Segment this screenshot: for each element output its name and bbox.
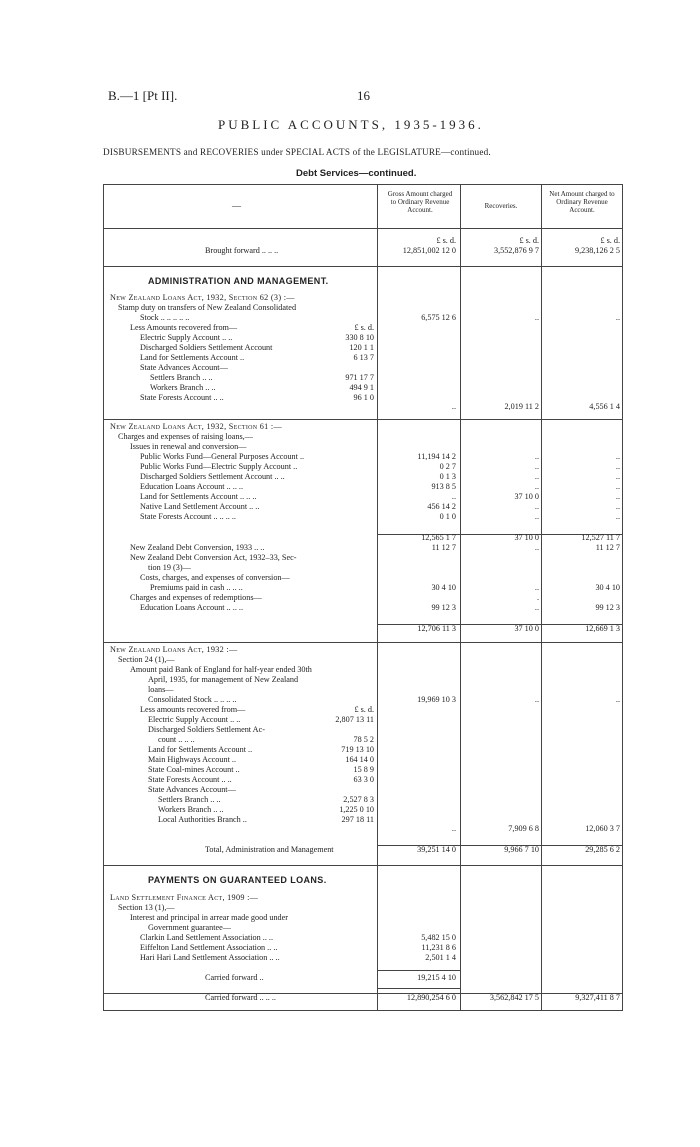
col-divider bbox=[103, 184, 104, 1011]
sub-amount: 1,225 0 10 bbox=[339, 805, 374, 814]
recoveries-amount: 3,562,842 17 5 bbox=[489, 993, 539, 1002]
gross-amount: 0 1 0 bbox=[439, 512, 456, 521]
row-label: loans— bbox=[148, 685, 174, 694]
gross-amount: .. bbox=[451, 402, 456, 411]
gross-amount: 99 12 3 bbox=[431, 603, 456, 612]
row-label: New Zealand Debt Conversion, 1933 .. .. bbox=[130, 543, 265, 552]
recoveries-amount: . bbox=[536, 593, 539, 602]
table-header-divider bbox=[103, 228, 622, 229]
page-subtitle: DISBURSEMENTS and RECOVERIES under SPECIAL ACTS of the LEGISLATURE—continued. bbox=[103, 147, 491, 157]
gross-amount: 11 12 7 bbox=[431, 543, 456, 552]
table-section-divider bbox=[103, 419, 622, 420]
gross-amount: 5,482 15 0 bbox=[421, 933, 456, 942]
row-label: Less Amounts recovered from— bbox=[130, 323, 238, 332]
gross-amount: 19,969 10 3 bbox=[417, 695, 456, 704]
lsd-header: £ s. d. bbox=[519, 236, 539, 245]
row-label: State Coal-mines Account .. bbox=[148, 765, 240, 774]
gross-amount: 30 4 10 bbox=[431, 583, 456, 592]
col-recoveries-header: Recoveries. bbox=[484, 202, 518, 210]
recoveries-amount: .. bbox=[534, 482, 539, 491]
row-label: Stock .. .. .. .. .. bbox=[140, 313, 190, 322]
net-amount: .. bbox=[615, 502, 620, 511]
sub-amount: 297 18 11 bbox=[341, 815, 374, 824]
net-amount: .. bbox=[615, 472, 620, 481]
row-label: Premiums paid in cash .. .. .. bbox=[150, 583, 243, 592]
row-label: Discharged Soldiers Settlement Account .. .. bbox=[140, 472, 285, 481]
sub-amount: 6 13 7 bbox=[353, 353, 374, 362]
net-amount: .. bbox=[615, 512, 620, 521]
recoveries-amount: .. bbox=[534, 502, 539, 511]
net-amount: 11 12 7 bbox=[595, 543, 620, 552]
column-dash: — bbox=[232, 201, 241, 211]
net-amount: .. bbox=[615, 482, 620, 491]
row-label: Costs, charges, and expenses of conversion— bbox=[140, 573, 290, 582]
row-label: Section 13 (1),— bbox=[118, 903, 175, 912]
row-label: Public Works Fund—Electric Supply Account .. bbox=[140, 462, 298, 471]
recoveries-amount: 3,552,876 9 7 bbox=[493, 246, 539, 255]
net-amount: 12,527 11 7 bbox=[581, 533, 620, 542]
net-amount: 30 4 10 bbox=[595, 583, 620, 592]
row-label: Hari Hari Land Settlement Association .. .. bbox=[140, 953, 280, 962]
row-label: Electric Supply Account .. .. bbox=[140, 333, 233, 342]
row-label: PAYMENTS ON GUARANTEED LOANS. bbox=[148, 875, 327, 885]
table-bottom-border bbox=[103, 1010, 622, 1011]
row-label: Brought forward .. .. .. bbox=[205, 246, 279, 255]
row-label: Issues in renewal and conversion— bbox=[130, 442, 247, 451]
sub-amount: 164 14 0 bbox=[345, 755, 374, 764]
row-label: Electric Supply Account .. .. bbox=[148, 715, 241, 724]
gross-amount: 2,501 1 4 bbox=[425, 953, 456, 962]
gross-amount: 39,251 14 0 bbox=[417, 845, 456, 854]
row-label: New Zealand Loans Act, 1932 :— bbox=[110, 645, 238, 654]
table-section-divider bbox=[103, 266, 622, 267]
sub-amount: 971 17 7 bbox=[345, 373, 374, 382]
recoveries-amount: 37 10 0 bbox=[514, 492, 539, 501]
row-label: State Forests Account .. .. .. .. bbox=[140, 512, 236, 521]
recoveries-amount: 37 10 0 bbox=[514, 624, 539, 633]
gross-amount: 11,194 14 2 bbox=[417, 452, 456, 461]
row-label: Local Authorities Branch .. bbox=[158, 815, 247, 824]
table-section-divider bbox=[103, 865, 622, 866]
row-label: Land for Settlements Account .. bbox=[140, 353, 245, 362]
row-label: Workers Branch .. .. bbox=[158, 805, 224, 814]
net-amount: .. bbox=[615, 462, 620, 471]
gross-amount: 6,575 12 6 bbox=[421, 313, 456, 322]
page-number: 16 bbox=[357, 88, 370, 103]
sub-amount: 494 9 1 bbox=[349, 383, 374, 392]
page-title: PUBLIC ACCOUNTS, 1935-1936. bbox=[218, 117, 484, 132]
row-label: Land Settlement Finance Act, 1909 :— bbox=[110, 893, 259, 902]
row-label: Less amounts recovered from— bbox=[140, 705, 246, 714]
row-label: Consolidated Stock .. .. .. .. bbox=[148, 695, 237, 704]
sub-amount: 2,807 13 11 bbox=[335, 715, 374, 724]
row-label: count .. .. .. bbox=[158, 735, 195, 744]
sub-amount: 719 13 10 bbox=[341, 745, 374, 754]
recoveries-amount: .. bbox=[534, 313, 539, 322]
col-divider bbox=[460, 184, 461, 1011]
row-label: New Zealand Loans Act, 1932, Section 62 (3) :— bbox=[110, 293, 295, 302]
row-label: Carried forward .. .. .. bbox=[205, 993, 276, 1002]
gross-amount: 19,215 4 10 bbox=[417, 973, 456, 982]
col-gross-header: Gross Amount charged to Ordinary Revenue Account. bbox=[387, 190, 453, 214]
recoveries-amount: .. bbox=[534, 603, 539, 612]
row-label: State Forests Account .. .. bbox=[140, 393, 224, 402]
row-label: Amount paid Bank of England for half-year ended 30th bbox=[130, 665, 312, 674]
lsd-header: £ s. d. bbox=[436, 236, 456, 245]
net-amount: 12,060 3 7 bbox=[585, 824, 620, 833]
sub-amount: £ s. d. bbox=[354, 323, 374, 332]
row-label: April, 1935, for management of New Zealand bbox=[148, 675, 299, 684]
net-amount: .. bbox=[615, 695, 620, 704]
row-label: Section 24 (1),— bbox=[118, 655, 175, 664]
sub-amount: 96 1 0 bbox=[353, 393, 374, 402]
row-label: New Zealand Loans Act, 1932, Section 61 :— bbox=[110, 422, 282, 431]
row-label: Charges and expenses of raising loans,— bbox=[118, 432, 253, 441]
recoveries-amount: 9,966 7 10 bbox=[504, 845, 539, 854]
recoveries-amount: .. bbox=[534, 462, 539, 471]
net-amount: .. bbox=[615, 492, 620, 501]
sub-amount: 15 8 9 bbox=[353, 765, 374, 774]
sub-amount: 330 8 10 bbox=[345, 333, 374, 342]
row-label: Settlers Branch .. .. bbox=[150, 373, 213, 382]
recoveries-amount: .. bbox=[534, 695, 539, 704]
gross-amount: 0 2 7 bbox=[439, 462, 456, 471]
row-label: Interest and principal in arrear made good under bbox=[130, 913, 288, 922]
row-label: Education Loans Account .. .. .. bbox=[140, 603, 244, 612]
col-divider bbox=[541, 184, 542, 1011]
section-heading: Debt Services—continued. bbox=[296, 168, 417, 179]
gross-amount: 12,851,002 12 0 bbox=[402, 246, 456, 255]
sub-amount: 63 3 0 bbox=[353, 775, 374, 784]
net-amount: .. bbox=[615, 313, 620, 322]
row-label: Total, Administration and Management bbox=[205, 845, 334, 854]
recoveries-amount: .. bbox=[534, 472, 539, 481]
row-label: Government guarantee— bbox=[148, 923, 231, 932]
net-amount: .. bbox=[615, 452, 620, 461]
row-label: Charges and expenses of redemptions— bbox=[130, 593, 262, 602]
net-amount: 4,556 1 4 bbox=[589, 402, 620, 411]
gross-amount: .. bbox=[451, 824, 456, 833]
net-amount: 12,669 1 3 bbox=[585, 624, 620, 633]
col-divider bbox=[622, 184, 623, 1011]
row-label: Land for Settlements Account .. bbox=[148, 745, 253, 754]
recoveries-amount: .. bbox=[534, 452, 539, 461]
recoveries-amount: .. bbox=[534, 583, 539, 592]
row-label: Land for Settlements Account .. .. .. bbox=[140, 492, 257, 501]
row-label: New Zealand Debt Conversion Act, 1932–33, Sec- bbox=[130, 553, 297, 562]
table-section-divider bbox=[103, 642, 622, 643]
lsd-header: £ s. d. bbox=[600, 236, 620, 245]
gross-amount: .. bbox=[451, 492, 456, 501]
gross-amount: 12,565 1 7 bbox=[421, 533, 456, 542]
net-amount: 9,327,411 8 7 bbox=[575, 993, 620, 1002]
col-divider bbox=[377, 184, 378, 1011]
row-label: Discharged Soldiers Settlement Ac- bbox=[148, 725, 265, 734]
sub-amount: 120 1 1 bbox=[349, 343, 374, 352]
subtotal-rule bbox=[377, 988, 460, 989]
row-label: Stamp duty on transfers of New Zealand Consolidated bbox=[118, 303, 297, 312]
row-label: Workers Branch .. .. bbox=[150, 383, 216, 392]
net-amount: 29,285 6 2 bbox=[585, 845, 620, 854]
recoveries-amount: 7,909 6 8 bbox=[508, 824, 539, 833]
gross-amount: 913 8 5 bbox=[431, 482, 456, 491]
row-label: ADMINISTRATION AND MANAGEMENT. bbox=[148, 276, 329, 286]
row-label: Native Land Settlement Account .. .. bbox=[140, 502, 260, 511]
gross-amount: 12,890,254 6 0 bbox=[406, 993, 456, 1002]
row-label: State Advances Account— bbox=[140, 363, 228, 372]
row-label: Carried forward .. bbox=[205, 973, 264, 982]
document-reference: B.—1 [Pt II]. bbox=[108, 88, 178, 103]
net-amount: 99 12 3 bbox=[595, 603, 620, 612]
gross-amount: 12,706 11 3 bbox=[417, 624, 456, 633]
recoveries-amount: 37 10 0 bbox=[514, 533, 539, 542]
row-label: tion 19 (3)— bbox=[148, 563, 191, 572]
recoveries-amount: .. bbox=[534, 512, 539, 521]
gross-amount: 456 14 2 bbox=[427, 502, 456, 511]
row-label: Clarkin Land Settlement Association .. .. bbox=[140, 933, 274, 942]
row-label: Main Highways Account .. bbox=[148, 755, 237, 764]
row-label: Eiffelton Land Settlement Association .. .. bbox=[140, 943, 278, 952]
row-label: Public Works Fund—General Purposes Account .. bbox=[140, 452, 305, 461]
row-label: Education Loans Account .. .. .. bbox=[140, 482, 244, 491]
row-label: State Forests Account .. .. bbox=[148, 775, 232, 784]
recoveries-amount: 2,019 11 2 bbox=[504, 402, 539, 411]
recoveries-amount: .. bbox=[534, 543, 539, 552]
gross-amount: 0 1 3 bbox=[439, 472, 456, 481]
sub-amount: 78 5 2 bbox=[353, 735, 374, 744]
sub-amount: 2,527 8 3 bbox=[343, 795, 374, 804]
net-amount: 9,238,126 2 5 bbox=[574, 246, 620, 255]
gross-amount: 11,231 8 6 bbox=[421, 943, 456, 952]
row-label: State Advances Account— bbox=[148, 785, 236, 794]
sub-amount: £ s. d. bbox=[354, 705, 374, 714]
row-label: Discharged Soldiers Settlement Account bbox=[140, 343, 273, 352]
subtotal-rule bbox=[377, 970, 460, 971]
col-net-header: Net Amount charged to Ordinary Revenue Account. bbox=[549, 190, 615, 214]
row-label: Settlers Branch .. .. bbox=[158, 795, 221, 804]
table-top-border bbox=[103, 184, 622, 185]
